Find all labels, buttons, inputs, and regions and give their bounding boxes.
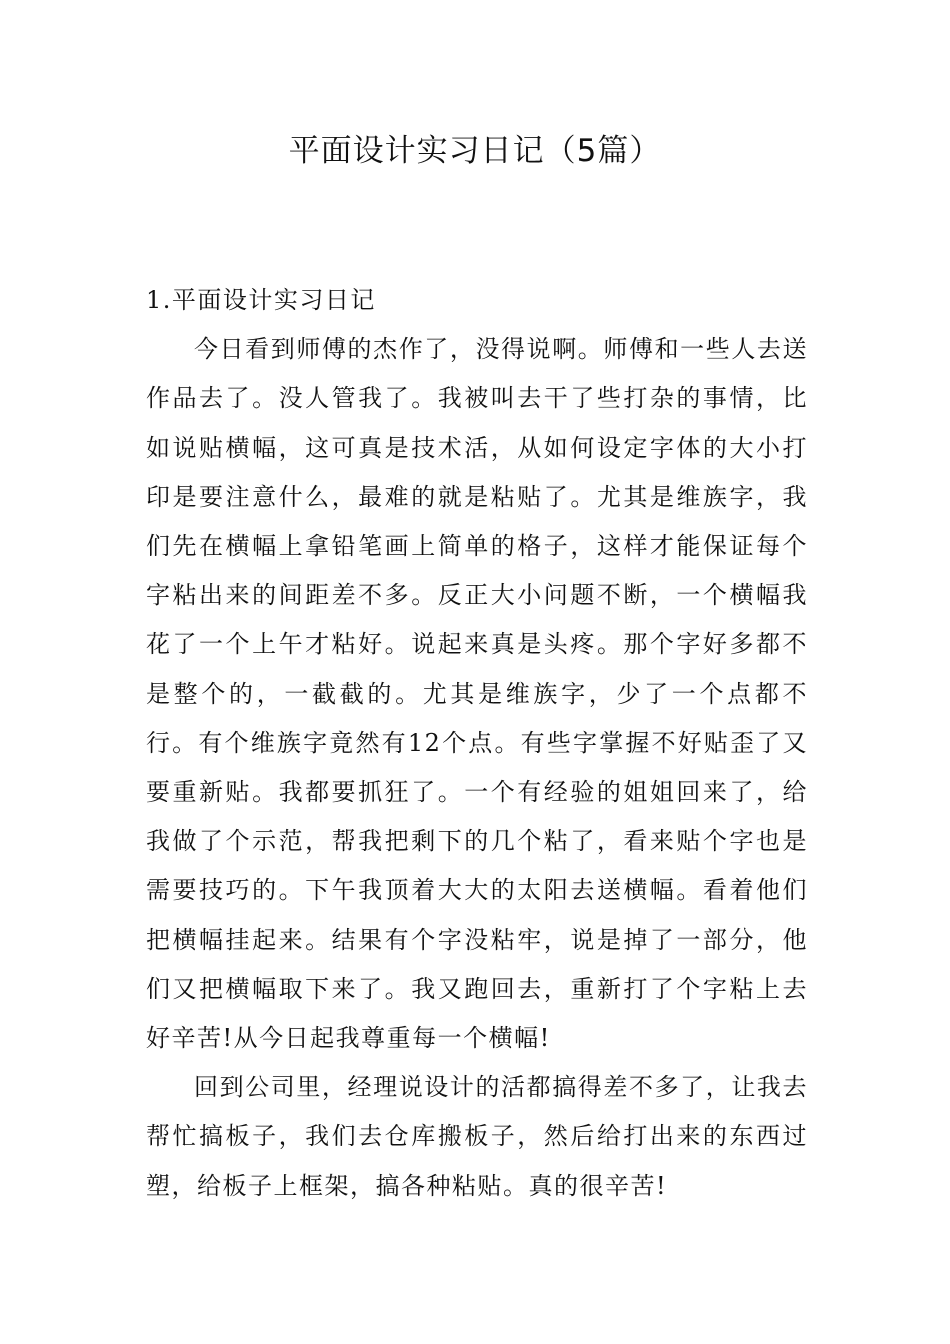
body-paragraph-2: 回到公司里，经理说设计的活都搞得差不多了，让我去帮忙搞板子，我们去仓库搬板子，然后给打出来的东西过塑，给板子上框架，搞各种粘贴。真的很辛苦! bbox=[146, 1073, 808, 1200]
document-title: 平面设计实习日记（5篇） bbox=[288, 133, 662, 169]
document-body bbox=[146, 276, 808, 1211]
section-heading: 1.平面设计实习日记 bbox=[146, 286, 376, 314]
body-paragraph-1: 今日看到师傅的杰作了，没得说啊。师傅和一些人去送作品去了。没人管我了。我被叫去干了些打杂的事情，比如说贴横幅，这可真是技术活，从如何设定字体的大小打印是要注意什么，最难的就是粘贴了。尤其是维族字，我们先在横幅上拿铅笔画上简单的格子，这样才能保证每个字粘出来的间距差不多。反正大小问题不断，一个横幅我花了一个上午才粘好。说起来真是头疼。那个字好多都不是整个的，一截截的。尤其是维族字，少了一个点都不行。有个维族字竟然有12个点。有些字掌握不好贴歪了又要重新贴。我都要抓狂了。一个有经验的姐姐回来了，给我做了个示范，帮我把剩下的几个粘了，看来贴个字也是需要技巧的。下午我顶着大大的太阳去送横幅。看着他们把横幅挂起来。结果有个字没粘牢，说是掉了一部分，他们又把横幅取下来了。我又跑回去，重新打了个字粘上去好辛苦!从今日起我尊重每一个横幅! bbox=[146, 335, 808, 1053]
